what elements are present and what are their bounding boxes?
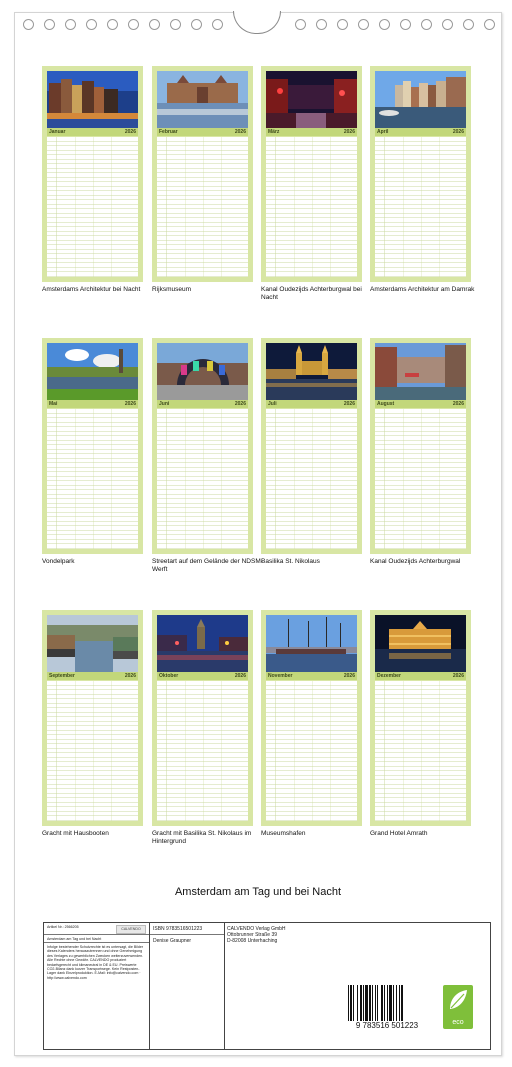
photo-caption: Museumshafen bbox=[261, 830, 306, 837]
month-year: 2026 bbox=[343, 401, 355, 407]
binding-hole bbox=[358, 19, 369, 30]
month-photo bbox=[375, 71, 466, 128]
month-header bbox=[375, 400, 466, 408]
month-block bbox=[152, 338, 263, 573]
planner-grid bbox=[266, 681, 357, 821]
barcode-bar bbox=[393, 985, 394, 1021]
barcode-bar bbox=[387, 985, 388, 1021]
month-block bbox=[370, 66, 475, 293]
barcode-bar bbox=[396, 985, 397, 1021]
month-header bbox=[375, 672, 466, 680]
month-header bbox=[157, 672, 248, 680]
photo-caption: Rijksmuseum bbox=[152, 286, 192, 293]
author-name: Denise Graupner bbox=[153, 938, 192, 944]
month-header bbox=[157, 128, 248, 136]
barcode-bar bbox=[375, 985, 376, 1021]
binding-hole bbox=[107, 19, 118, 30]
barcode-bar bbox=[399, 985, 400, 1021]
publisher-line: Ottobrunner Straße 39 bbox=[227, 932, 278, 938]
month-name: Juli bbox=[268, 401, 277, 407]
barcode-bar bbox=[348, 985, 349, 1021]
photo-caption: Basilika St. Nikolaus bbox=[261, 558, 320, 565]
month-frame bbox=[370, 338, 471, 554]
month-frame bbox=[42, 66, 143, 282]
article-number: Artikel Nr.: 2566205 bbox=[47, 925, 79, 929]
month-photo bbox=[375, 615, 466, 672]
photo-caption: Gracht mit Hausbooten bbox=[42, 830, 109, 837]
month-frame bbox=[261, 610, 362, 826]
month-photo bbox=[375, 343, 466, 400]
calvendo-logo: CALVENDO bbox=[116, 925, 146, 934]
photo-image bbox=[266, 71, 357, 128]
binding-hole bbox=[295, 19, 306, 30]
photo-caption: Vondelpark bbox=[42, 558, 75, 565]
month-frame bbox=[152, 66, 253, 282]
month-name: März bbox=[268, 129, 280, 135]
isbn-text: ISBN 9783516501223 bbox=[150, 923, 224, 935]
month-block bbox=[42, 610, 143, 837]
binding-hole bbox=[484, 19, 495, 30]
binding-hole bbox=[337, 19, 348, 30]
month-block bbox=[42, 66, 143, 293]
month-name: November bbox=[268, 673, 293, 679]
barcode-bar bbox=[381, 985, 383, 1021]
binding-hole bbox=[316, 19, 327, 30]
month-name: Dezember bbox=[377, 673, 401, 679]
month-photo bbox=[47, 71, 138, 128]
photo-caption: Kanal Oudezijds Achterburgwal bei Nacht bbox=[261, 286, 362, 301]
binding-hole bbox=[191, 19, 202, 30]
month-header bbox=[47, 128, 138, 136]
barcode-bar bbox=[369, 985, 371, 1021]
month-frame bbox=[261, 338, 362, 554]
month-name: April bbox=[377, 129, 389, 135]
photo-image bbox=[375, 343, 466, 400]
month-name: Juni bbox=[159, 401, 170, 407]
barcode bbox=[343, 983, 431, 1033]
month-block bbox=[152, 610, 253, 845]
month-header bbox=[47, 672, 138, 680]
barcode-bar bbox=[350, 985, 352, 1021]
binding-hole bbox=[149, 19, 160, 30]
month-header bbox=[266, 400, 357, 408]
binding-hole bbox=[170, 19, 181, 30]
photo-image bbox=[375, 615, 466, 672]
publisher-line: CALVENDO Verlag GmbH bbox=[227, 926, 286, 932]
photo-image bbox=[47, 615, 138, 672]
binding-hole bbox=[128, 19, 139, 30]
binding-hole bbox=[44, 19, 55, 30]
month-name: September bbox=[49, 673, 75, 679]
photo-caption: Kanal Oudezijds Achterburgwal bbox=[370, 558, 461, 565]
month-name: Februar bbox=[159, 129, 178, 135]
month-block bbox=[261, 610, 362, 837]
month-year: 2026 bbox=[234, 129, 246, 135]
month-block bbox=[370, 338, 471, 565]
planner-grid bbox=[375, 681, 466, 821]
binding-hole bbox=[400, 19, 411, 30]
month-block bbox=[370, 610, 471, 837]
photo-image bbox=[47, 71, 138, 128]
month-year: 2026 bbox=[234, 401, 246, 407]
imprint-short-title: Amsterdam am Tag und bei Nacht bbox=[44, 935, 149, 943]
planner-grid bbox=[266, 137, 357, 277]
month-photo bbox=[157, 71, 248, 128]
binding-hole bbox=[379, 19, 390, 30]
month-header bbox=[47, 400, 138, 408]
barcode-bar bbox=[389, 985, 392, 1021]
photo-image bbox=[375, 71, 466, 128]
month-year: 2026 bbox=[343, 129, 355, 135]
month-year: 2026 bbox=[452, 401, 464, 407]
publisher-line: D-82008 Unterhaching bbox=[227, 938, 278, 944]
month-year: 2026 bbox=[124, 401, 136, 407]
imprint-legal-text: Infolge bestehender Schutzrechte ist es untersagt, die Bilder dieses Kalenders herauszutrennen und ohne Genehmigung des Verlages zu gewerblichen Zwecken weiterzuverwenden. Alle Rechte ohne Gewähr. CALVENDO produziert bedarfsgerecht und klimaneutral in DE & EU. Preiswerte CO2-Bilanz dank kurzer Transportwege. Kein Restposten-Lager dank Einzelproduktion. E-Mail: info@calvendo.com · http://www.calvendo.com bbox=[47, 945, 144, 980]
photo-image bbox=[157, 615, 248, 672]
leaf-icon bbox=[443, 985, 473, 1015]
planner-grid bbox=[47, 681, 138, 821]
month-frame bbox=[152, 338, 253, 554]
month-frame bbox=[152, 610, 253, 826]
binding-hole bbox=[86, 19, 97, 30]
month-name: August bbox=[377, 401, 395, 407]
planner-grid bbox=[266, 409, 357, 549]
month-year: 2026 bbox=[452, 673, 464, 679]
month-frame bbox=[370, 610, 471, 826]
barcode-bars bbox=[347, 985, 427, 1021]
binding-hole bbox=[212, 19, 223, 30]
month-block bbox=[152, 66, 253, 293]
barcode-bar bbox=[401, 985, 403, 1021]
month-year: 2026 bbox=[343, 673, 355, 679]
barcode-bar bbox=[384, 985, 385, 1021]
barcode-bar bbox=[353, 985, 354, 1021]
calendar-title: Amsterdam am Tag und bei Nacht bbox=[174, 886, 342, 898]
eco-logo bbox=[443, 985, 473, 1029]
month-year: 2026 bbox=[124, 129, 136, 135]
barcode-bar bbox=[360, 985, 362, 1021]
month-photo bbox=[266, 71, 357, 128]
photo-caption: Amsterdams Architektur bei Nacht bbox=[42, 286, 141, 293]
month-photo bbox=[47, 343, 138, 400]
imprint-box bbox=[43, 922, 491, 1050]
month-name: Oktober bbox=[159, 673, 179, 679]
eco-label: eco bbox=[452, 1019, 464, 1026]
photo-image bbox=[47, 343, 138, 400]
month-header bbox=[266, 128, 357, 136]
binding-hole bbox=[421, 19, 432, 30]
imprint-column-publisher bbox=[225, 923, 489, 1049]
barcode-bar bbox=[365, 985, 368, 1021]
month-photo bbox=[47, 615, 138, 672]
barcode-bar bbox=[377, 985, 378, 1021]
planner-grid bbox=[157, 137, 248, 277]
month-header bbox=[157, 400, 248, 408]
month-header bbox=[375, 128, 466, 136]
photo-caption: Gracht mit Basilika St. Nikolaus im Hintergrund bbox=[152, 830, 252, 845]
imprint-column-isbn bbox=[150, 923, 225, 1049]
month-name: Januar bbox=[49, 129, 66, 135]
month-photo bbox=[266, 615, 357, 672]
month-name: Mai bbox=[49, 401, 58, 407]
month-year: 2026 bbox=[124, 673, 136, 679]
barcode-bar bbox=[372, 985, 373, 1021]
photo-image bbox=[157, 343, 248, 400]
binding-hole bbox=[463, 19, 474, 30]
planner-grid bbox=[375, 409, 466, 549]
planner-grid bbox=[157, 409, 248, 549]
binding-hole bbox=[442, 19, 453, 30]
month-frame bbox=[42, 338, 143, 554]
photo-caption: Amsterdams Architektur am Damrak bbox=[370, 286, 475, 293]
photo-caption: Streetart auf dem Gelände der NDSM-Werft bbox=[152, 558, 263, 573]
photo-image bbox=[157, 71, 248, 128]
month-frame bbox=[370, 66, 471, 282]
planner-grid bbox=[47, 409, 138, 549]
photo-image bbox=[266, 615, 357, 672]
binding-hole bbox=[23, 19, 34, 30]
planner-grid bbox=[375, 137, 466, 277]
imprint-column-info bbox=[44, 923, 150, 1049]
month-block bbox=[42, 338, 143, 565]
month-year: 2026 bbox=[452, 129, 464, 135]
calendar-sheet bbox=[14, 12, 502, 1056]
month-frame bbox=[261, 66, 362, 282]
month-header bbox=[266, 672, 357, 680]
month-photo bbox=[266, 343, 357, 400]
photo-caption: Grand Hotel Amrath bbox=[370, 830, 428, 837]
planner-grid bbox=[47, 137, 138, 277]
photo-image bbox=[266, 343, 357, 400]
month-photo bbox=[157, 343, 248, 400]
barcode-bar bbox=[357, 985, 358, 1021]
barcode-bar bbox=[363, 985, 364, 1021]
month-block bbox=[261, 338, 362, 565]
month-photo bbox=[157, 615, 248, 672]
month-block bbox=[261, 66, 362, 301]
month-year: 2026 bbox=[234, 673, 246, 679]
publisher-address bbox=[227, 926, 286, 944]
binding-hole bbox=[65, 19, 76, 30]
barcode-number: 9 783516 501223 bbox=[355, 1021, 419, 1030]
month-frame bbox=[42, 610, 143, 826]
planner-grid bbox=[157, 681, 248, 821]
